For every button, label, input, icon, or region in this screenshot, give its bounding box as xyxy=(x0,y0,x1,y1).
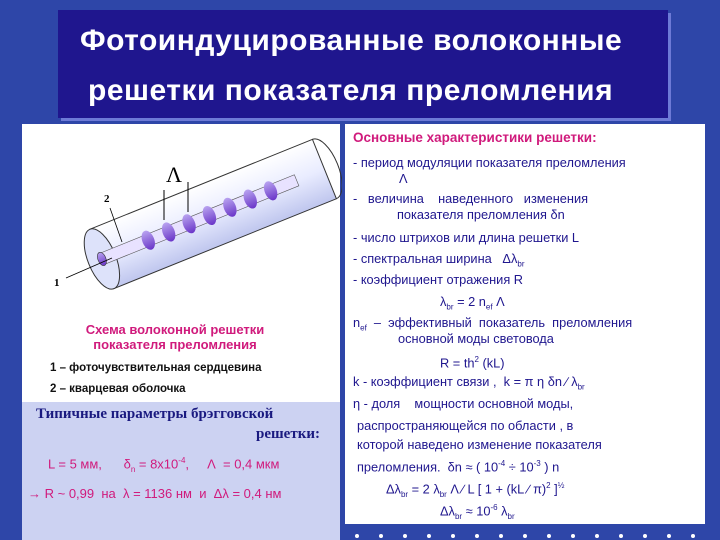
strip-dot xyxy=(403,534,407,538)
strip-dot xyxy=(523,534,527,538)
diagram-caption-1: Схема волоконной решетки xyxy=(85,322,265,337)
strip-dot xyxy=(355,534,359,538)
char-delta: - величина наведенного изменения xyxy=(353,191,589,206)
title-banner xyxy=(58,10,668,118)
eta-def: η - доля мощности основной моды, xyxy=(353,396,574,411)
formula-dl-value: $\Delta\lambda_{br} \approx 10^{-6}$ $\lambda_{br}$ xyxy=(440,503,515,521)
frame-top-white-left xyxy=(0,0,58,124)
legend-core: 1 – фоточувствительная сердцевина xyxy=(50,362,262,374)
title-line-1: Фотоиндуцированные волоконные xyxy=(80,24,623,57)
eta-cont-1: распространяющейся по области , в xyxy=(357,418,574,433)
strip-dot xyxy=(499,534,503,538)
char-period: - период модуляции показателя преломления xyxy=(353,155,626,170)
strip-dot xyxy=(667,534,671,538)
params-line-1: L = 5 мм, $\delta_n = 8x10^{-4}$, Λ = 0,4 мкм xyxy=(48,456,280,474)
characteristics-heading: Основные характеристики решетки: xyxy=(353,130,597,145)
strip-dot xyxy=(571,534,575,538)
title-line-2: решетки показателя преломления xyxy=(88,74,614,107)
formula-bragg: $\lambda_{br} = 2$ $n_{ef}$ Λ xyxy=(440,294,505,312)
period-label: Λ xyxy=(166,162,182,187)
typical-params-box xyxy=(22,402,340,540)
dotted-strip xyxy=(345,524,720,540)
eta-cont-3: преломления. δn ≈ ( $10^{-4} \div 10^{-3}$ ) n xyxy=(357,459,560,475)
formula-dl: $\Delta\lambda_{br} = 2$ $\lambda_{br}$ Λ ∕ L [ 1 + (kL ∕ π)$^2$ ]$^{\frac{1}{2}}$ xyxy=(386,481,565,499)
char-delta-cont: показателя преломления δn xyxy=(397,207,565,222)
params-title-1: Типичные параметры брэгговской xyxy=(36,406,274,422)
eta-cont-2: которой наведено изменение показателя xyxy=(357,437,602,452)
diagram-caption-2: показателя преломления xyxy=(93,337,257,352)
strip-dot xyxy=(619,534,623,538)
params-line-2: → R ~ 0,99 на λ = 1136 нм и Δλ = 0,4 нм xyxy=(28,486,282,501)
label-2: 2 xyxy=(104,193,110,205)
k-def: k - коэффициент связи , k = π η δn ∕ $\lambda_{br}$ xyxy=(353,374,585,392)
strip-dot xyxy=(547,534,551,538)
label-1: 1 xyxy=(54,277,60,289)
neff-cont: основной моды световода xyxy=(398,331,554,346)
strip-dot xyxy=(595,534,599,538)
char-reflect: - коэффициент отражения R xyxy=(353,272,524,287)
strip-dot xyxy=(691,534,695,538)
char-width: - спектральная ширина $\Delta\lambda_{br}$ xyxy=(353,251,525,269)
strip-dot xyxy=(475,534,479,538)
frame-right xyxy=(705,0,720,540)
legend-cladding: 2 – кварцевая оболочка xyxy=(50,383,186,395)
strip-dot xyxy=(427,534,431,538)
char-period-symbol: Λ xyxy=(399,171,408,186)
params-title-2: решетки: xyxy=(256,426,320,442)
strip-dot xyxy=(643,534,647,538)
fiber-grating-diagram xyxy=(22,130,342,330)
formula-R: $R = th^2$ (kL) xyxy=(440,355,505,371)
neff-def: $n_{ef}$ – эффективный показатель преломления xyxy=(353,315,633,333)
char-count: - число штрихов или длина решетки L xyxy=(353,230,580,245)
strip-dot xyxy=(451,534,455,538)
strip-dot xyxy=(379,534,383,538)
